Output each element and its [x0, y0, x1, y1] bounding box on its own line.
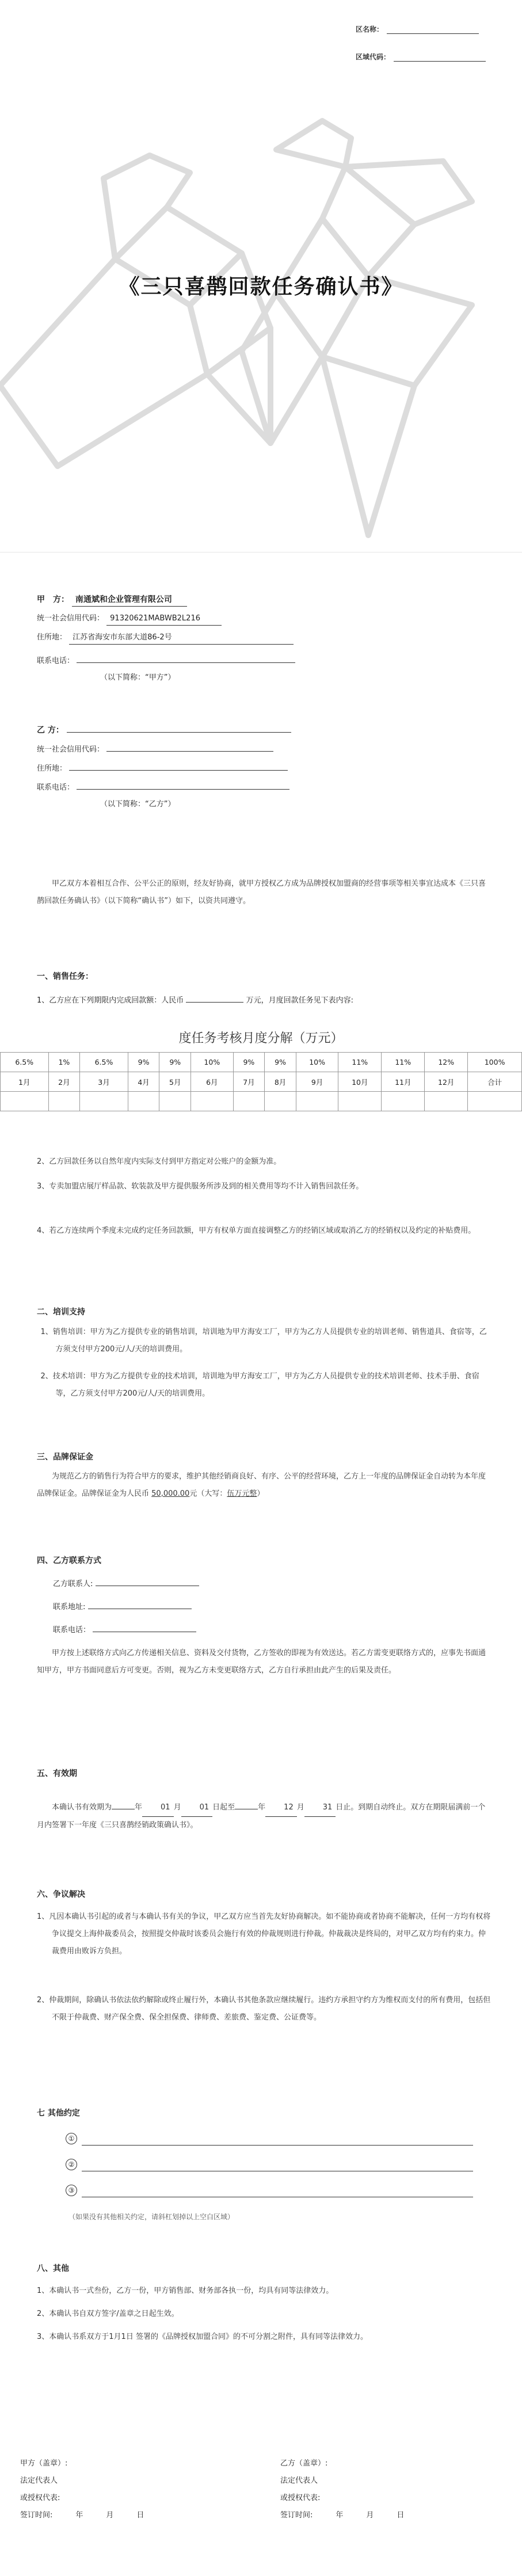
sales-item3: 3、专卖加盟店展厅样品款、软装款及甲方提供服务所涉及到的相关费用等均不计入销售回款任务。 — [37, 1182, 364, 1191]
percent-row — [1, 1053, 522, 1072]
party-a-date-row — [20, 2507, 144, 2524]
contact-phone-label: 联系电话： — [53, 1626, 91, 1634]
other-terms-note: （如果没有其他相关约定，请斜杠划掉以上空白区域） — [68, 2213, 235, 2221]
other-terms-heading: 七 其他约定 — [37, 2109, 80, 2118]
party-a-address: 江苏省海安市东部大道86-2号 — [69, 631, 294, 645]
misc-item1: 1、本确认书一式叁份，乙方一份，甲方销售部、财务部各执一份，均具有同等法律效力。 — [37, 2287, 334, 2295]
contact-person-row — [53, 1575, 199, 1591]
sales-item1-suffix: 万元，月度回款任务见下表内容: — [246, 996, 353, 1005]
contact-heading: 四、乙方联系方式 — [37, 1556, 101, 1565]
sales-item2: 2、乙方回款任务以自然年度内实际支付到甲方指定对公账户的金额为准。 — [37, 1157, 281, 1166]
cover-page — [0, 0, 522, 552]
amount-cell[interactable] — [191, 1092, 233, 1111]
region-code-label: 区域代码： — [356, 53, 391, 61]
party-b-address[interactable] — [69, 758, 288, 771]
month-row — [1, 1072, 522, 1092]
validity-paragraph: 本确认书有效期为 年 01 月 01 日起至 年 12 月 31 日止。到期自动终止。双方在期限届满前一个月内签署下一年度《三只喜鹊经销政策确认书》。 — [37, 1799, 491, 1834]
misc-item3: 3、本确认书系双方于1月1日 签署的《品牌授权加盟合同》的不可分割之附件，具有同等法律效力。 — [37, 2333, 368, 2341]
training-heading: 二、培训支持 — [37, 1308, 85, 1317]
party-a-agent: 或授权代表: — [20, 2494, 60, 2502]
party-b-name-row — [37, 720, 291, 737]
contact-phone-field[interactable] — [93, 1621, 196, 1632]
party-a-credit-row — [37, 612, 222, 626]
month-cell: 4月 — [128, 1072, 159, 1092]
sales-amount-blank[interactable] — [186, 991, 243, 1003]
percent-cell: 10% — [296, 1053, 338, 1072]
contact-person-label: 乙方联系人: — [53, 1580, 93, 1588]
contact-address-row — [53, 1598, 192, 1614]
party-b-date-label: 签订时间: — [280, 2511, 313, 2520]
party-a-label: 甲 方： — [37, 595, 69, 604]
party-a-address-label: 住所地： — [37, 633, 67, 642]
percent-cell: 6.5% — [80, 1053, 128, 1072]
validity-text-1: 本确认书有效期为 — [52, 1803, 112, 1812]
amount-cell[interactable] — [159, 1092, 191, 1111]
percent-cell: 9% — [128, 1053, 159, 1072]
party-a-alias: （以下简称：“甲方”） — [100, 673, 176, 682]
party-b-phone[interactable] — [77, 777, 289, 790]
term-line-1[interactable] — [82, 2135, 473, 2146]
amount-row — [1, 1092, 522, 1111]
deposit-text: 为规范乙方的销售行为符合甲方的要求，维护其他经销商良好、有序、公平的经营环境，乙方上一年度的品牌保证金自动转为本年度品牌保证金。品牌保证金为人民币 — [37, 1472, 486, 1498]
monthly-table-title: 度任务考核月度分解（万元） — [178, 1031, 344, 1046]
sales-item1 — [37, 991, 353, 1007]
validity-month-end: 12 — [265, 1799, 297, 1817]
party-b-month: 月 — [366, 2511, 374, 2520]
party-a-name-row — [37, 593, 187, 607]
monthly-task-table — [0, 1052, 522, 1111]
party-b-credit-label: 统一社会信用代码： — [37, 745, 105, 754]
term-line-2[interactable] — [82, 2161, 473, 2171]
percent-cell: 9% — [159, 1053, 191, 1072]
percent-cell: 9% — [265, 1053, 296, 1072]
validity-text-5: 日止。到期自动终止。双方在期限届满前一个月内签署下一年度《三只喜鹊经销政策确认书》。 — [37, 1803, 486, 1830]
contact-person-field[interactable] — [96, 1575, 199, 1586]
region-code-line[interactable] — [394, 54, 486, 62]
validity-text-4: 月 — [296, 1803, 304, 1812]
misc-item2: 2、本确认书自双方签字/盖章之日起生效。 — [37, 2310, 179, 2318]
amount-cell[interactable] — [382, 1092, 425, 1111]
amount-cell[interactable] — [468, 1092, 522, 1111]
party-b-year: 年 — [336, 2511, 344, 2520]
party-a-rep: 法定代表人 — [20, 2476, 58, 2485]
party-b-signature-block — [280, 2455, 404, 2524]
region-name-label: 区名称： — [356, 25, 384, 33]
validity-month-start: 01 — [142, 1799, 174, 1817]
sales-item1-prefix: 1、乙方应在下列期限内完成回款额：人民币 — [37, 996, 184, 1005]
amount-cell[interactable] — [80, 1092, 128, 1111]
validity-year-start[interactable] — [112, 1799, 135, 1809]
other-term-1 — [66, 2133, 473, 2146]
dispute-heading: 六、争议解决 — [37, 1890, 85, 1899]
month-cell: 9月 — [296, 1072, 338, 1092]
deposit-unit: 元（大写： — [189, 1489, 227, 1498]
party-b-address-row — [37, 758, 288, 775]
month-cell: 11月 — [382, 1072, 425, 1092]
validity-heading: 五、有效期 — [37, 1769, 77, 1778]
party-b-credit-code[interactable] — [106, 739, 273, 752]
term-line-3[interactable] — [82, 2187, 473, 2197]
party-b-rep: 法定代表人 — [280, 2476, 318, 2485]
month-cell: 8月 — [265, 1072, 296, 1092]
party-b-label: 乙 方： — [37, 726, 64, 735]
region-name-line[interactable] — [387, 26, 479, 34]
agreement-body — [0, 553, 522, 2576]
term-marker-1: ① — [66, 2133, 77, 2144]
party-a-credit-code: 91320621MABWB2L216 — [106, 612, 222, 626]
amount-cell[interactable] — [425, 1092, 468, 1111]
term-marker-2: ② — [66, 2159, 77, 2170]
percent-cell: 6.5% — [1, 1053, 49, 1072]
percent-cell: 11% — [338, 1053, 382, 1072]
percent-cell: 10% — [191, 1053, 233, 1072]
amount-cell[interactable] — [48, 1092, 80, 1111]
deposit-amount-cn: 伍万元整 — [227, 1489, 257, 1498]
month-cell: 6月 — [191, 1072, 233, 1092]
party-b-phone-label: 联系电话： — [37, 783, 75, 792]
month-cell: 5月 — [159, 1072, 191, 1092]
percent-cell: 1% — [48, 1053, 80, 1072]
document-title: 《三只喜鹊回款任务确认书》 — [119, 275, 403, 299]
deposit-heading: 三、品牌保证金 — [37, 1453, 93, 1462]
misc-heading: 八、其他 — [37, 2264, 69, 2273]
region-code-field — [356, 52, 486, 62]
party-a-day: 日 — [136, 2511, 144, 2520]
party-a-phone[interactable] — [77, 650, 295, 663]
party-b-phone-row — [37, 777, 289, 794]
month-cell: 10月 — [338, 1072, 382, 1092]
contact-phone-row — [53, 1621, 196, 1637]
percent-cell: 11% — [382, 1053, 425, 1072]
month-cell: 1月 — [1, 1072, 49, 1092]
validity-year-end[interactable] — [235, 1799, 258, 1809]
party-b-address-label: 住所地： — [37, 764, 67, 773]
party-a-seal: 甲方（盖章）: — [20, 2459, 68, 2468]
deposit-paragraph — [37, 1468, 491, 1503]
party-b-seal: 乙方（盖章）: — [280, 2459, 328, 2468]
party-a-credit-label: 统一社会信用代码： — [37, 614, 105, 623]
training-item2: 2、技术培训：甲方为乙方提供专业的技术培训，培训地为甲方海安工厂，甲方为乙方人员提供专业的技术培训老师、技术手册、食宿等，乙方须支付甲方200元/人/天的培训费用。 — [40, 1372, 479, 1398]
month-cell: 7月 — [233, 1072, 265, 1092]
amount-cell[interactable] — [296, 1092, 338, 1111]
validity-day-end: 31 — [304, 1799, 336, 1817]
contact-paragraph: 甲方按上述联络方式向乙方传递相关信息、资料及交付货物，乙方签收的即视为有效送达。若乙方需变更联络方式的，应事先书面通知甲方，甲方书面同意后方可变更。否则，视为乙方未变更联络方式，乙方自行承担由此产生的后果及责任。 — [37, 1649, 486, 1675]
party-a-phone-label: 联系电话： — [37, 657, 75, 665]
contact-address-label: 联系地址: — [53, 1603, 86, 1611]
dispute-item2: 2、仲裁期间，除确认书依法依约解除或终止履行外，本确认书其他条款应继续履行。违约方承担守约方为维权而支付的所有费用，包括但不限于仲裁费、财产保全费、保全担保费、律师费、差旅费、鉴定费、公证费等。 — [37, 1996, 491, 2022]
contact-address-field[interactable] — [88, 1598, 192, 1609]
percent-cell: 9% — [233, 1053, 265, 1072]
amount-cell[interactable] — [233, 1092, 265, 1111]
amount-cell[interactable] — [1, 1092, 49, 1111]
party-b-day: 日 — [397, 2511, 405, 2520]
party-b-name[interactable] — [67, 720, 291, 733]
month-cell: 2月 — [48, 1072, 80, 1092]
amount-cell[interactable] — [265, 1092, 296, 1111]
deposit-close: ） — [257, 1489, 265, 1498]
deposit-amount: 50,000.00 — [151, 1489, 190, 1498]
party-a-month: 月 — [106, 2511, 114, 2520]
magpie-watermark-icon — [0, 86, 522, 547]
party-b-date-row — [280, 2507, 404, 2524]
month-cell: 12月 — [425, 1072, 468, 1092]
amount-cell[interactable] — [338, 1092, 382, 1111]
amount-cell[interactable] — [128, 1092, 159, 1111]
party-a-name: 南通斌和企业管理有限公司 — [72, 593, 187, 607]
month-cell: 3月 — [80, 1072, 128, 1092]
party-b-agent: 或授权代表: — [280, 2494, 321, 2502]
party-a-phone-row — [37, 650, 295, 668]
validity-text-2: 月 — [173, 1803, 181, 1812]
dispute-item1: 1、凡因本确认书引起的或者与本确认书有关的争议，甲乙双方应当首先友好协商解决。如不能协商或者协商不能解决，任何一方均有权将争议提交上海仲裁委员会，按照提交仲裁时该委员会施行有效的仲裁规则进行仲裁。仲裁裁决是终局的，对甲乙双方均有约束力。仲裁费用由败诉方负担。 — [37, 1912, 491, 1956]
training-item1: 1、销售培训：甲方为乙方提供专业的销售培训，培训地为甲方海安工厂，甲方为乙方人员提供专业的培训老师、销售道具、食宿等，乙方须支付甲方200元/人/天的培训费用。 — [40, 1328, 487, 1354]
month-cell: 合计 — [468, 1072, 522, 1092]
region-name-field — [356, 24, 479, 34]
validity-day-start: 01 — [181, 1799, 213, 1817]
percent-cell: 100% — [468, 1053, 522, 1072]
validity-text-3: 日起至 — [212, 1803, 235, 1812]
party-b-alias: （以下简称：“乙方”） — [100, 800, 176, 809]
sales-heading: 一、销售任务： — [37, 972, 93, 981]
other-term-2 — [66, 2159, 473, 2171]
party-b-credit-row — [37, 739, 273, 756]
intro-paragraph: 甲乙双方本着相互合作、公平公正的原则，经友好协商，就甲方授权乙方成为品牌授权加盟商的经营事项等相关事宜达成本《三只喜鹊回款任务确认书》（以下简称“确认书”）如下，以资共同遵守。 — [37, 879, 486, 905]
term-marker-3: ③ — [66, 2185, 77, 2196]
sales-item4: 4、若乙方连续两个季度未完成约定任务回款额，甲方有权单方面直接调整乙方的经销区域或取消乙方的经销权以及约定的补贴费用。 — [37, 1226, 476, 1235]
party-a-year: 年 — [75, 2511, 83, 2520]
other-term-3 — [66, 2185, 473, 2197]
party-a-signature-block — [20, 2455, 144, 2524]
party-a-date-label: 签订时间: — [20, 2511, 53, 2520]
party-a-address-row — [37, 631, 294, 645]
percent-cell: 12% — [425, 1053, 468, 1072]
